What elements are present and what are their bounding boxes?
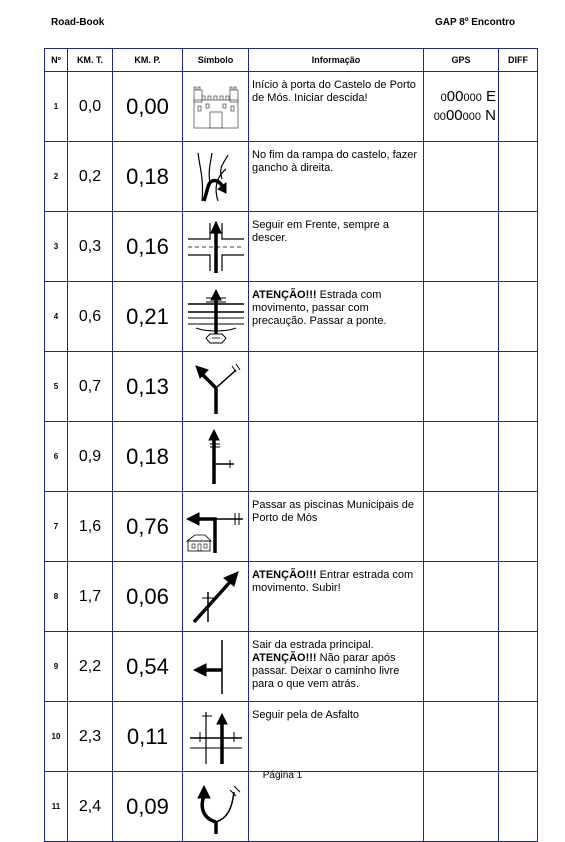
km-partial: 0,11 — [113, 702, 183, 772]
km-partial: 0,00 — [113, 72, 183, 142]
diff-cell — [499, 142, 538, 212]
row-number: 8 — [45, 562, 68, 632]
row-number: 11 — [45, 772, 68, 842]
km-partial: 0,16 — [113, 212, 183, 282]
info-text — [249, 772, 424, 842]
asphalt-junction-icon — [183, 702, 249, 772]
info-text — [249, 422, 424, 492]
gps-cell — [424, 422, 499, 492]
km-total: 0,2 — [68, 142, 113, 212]
row-number: 1 — [45, 72, 68, 142]
diff-cell — [499, 702, 538, 772]
castle-icon — [183, 72, 249, 142]
hairpin-right-icon — [183, 142, 249, 212]
crossroads-straight-icon — [183, 212, 249, 282]
gps-east: 000000 E — [440, 87, 496, 105]
info-text: Sair da estrada principal. ATENÇÃO!!! Não parar após passar. Deixar o caminho livre para o que vem atrás. — [249, 632, 424, 702]
info-text: Seguir pela de Asfalto — [249, 702, 424, 772]
gps-cell — [424, 282, 499, 352]
km-total: 2,3 — [68, 702, 113, 772]
km-total: 0,9 — [68, 422, 113, 492]
km-partial: 0,13 — [113, 352, 183, 422]
table-row — [45, 632, 538, 702]
km-partial: 0,06 — [113, 562, 183, 632]
col-header-km-partial: KM. P. — [113, 49, 183, 72]
km-total: 1,7 — [68, 562, 113, 632]
table-row — [45, 492, 538, 562]
km-partial: 0,18 — [113, 422, 183, 492]
gps-cell — [424, 492, 499, 562]
page-footer: Página 1 — [262, 770, 303, 781]
roadbook-title: Road-Book — [51, 17, 105, 28]
diff-cell — [499, 492, 538, 562]
km-total: 0,7 — [68, 352, 113, 422]
km-total: 0,0 — [68, 72, 113, 142]
row-number: 4 — [45, 282, 68, 352]
table-header-row — [45, 49, 538, 72]
gps-coordinates — [424, 72, 499, 142]
diff-cell — [499, 422, 538, 492]
info-text: ATENÇÃO!!! Estrada com movimento, passar com precaução. Passar a ponte. — [249, 282, 424, 352]
row-number: 6 — [45, 422, 68, 492]
gps-north: 0000000 N — [433, 106, 496, 124]
diff-cell — [499, 72, 538, 142]
straight-junction-icon — [183, 422, 249, 492]
table-row — [45, 352, 538, 422]
km-total: 2,2 — [68, 632, 113, 702]
diff-cell — [499, 632, 538, 702]
km-partial: 0,09 — [113, 772, 183, 842]
col-header-diff: DIFF — [499, 49, 538, 72]
gps-cell — [424, 562, 499, 632]
gps-cell — [424, 212, 499, 282]
table-row — [45, 142, 538, 212]
bridge-straight-icon — [183, 282, 249, 352]
table-row — [45, 422, 538, 492]
diff-cell — [499, 212, 538, 282]
km-total: 0,6 — [68, 282, 113, 352]
row-number: 9 — [45, 632, 68, 702]
event-title: GAP 8º Encontro — [435, 17, 516, 28]
row-number: 7 — [45, 492, 68, 562]
row-number: 5 — [45, 352, 68, 422]
gps-cell — [424, 772, 499, 842]
info-text — [249, 352, 424, 422]
diagonal-right-icon — [183, 562, 249, 632]
km-partial: 0,18 — [113, 142, 183, 212]
diff-cell — [499, 352, 538, 422]
info-text: Início à porta do Castelo de Porto de Mós. Iniciar descida! — [249, 72, 424, 142]
gps-cell — [424, 142, 499, 212]
km-partial: 0,21 — [113, 282, 183, 352]
info-text: Seguir em Frente, sempre a descer. — [249, 212, 424, 282]
row-number: 3 — [45, 212, 68, 282]
km-total: 1,6 — [68, 492, 113, 562]
col-header-info: Informação — [249, 49, 424, 72]
km-total: 2,4 — [68, 772, 113, 842]
diff-cell — [499, 282, 538, 352]
info-text: ATENÇÃO!!! Entrar estrada com movimento. Subir! — [249, 562, 424, 632]
info-text: Passar as piscinas Municipais de Porto de Mós — [249, 492, 424, 562]
col-header-km-total: KM. T. — [68, 49, 113, 72]
roadbook-table — [44, 48, 538, 842]
fork-left-icon — [183, 352, 249, 422]
col-header-symbol: Símbolo — [183, 49, 249, 72]
turn-left-pool-icon — [183, 492, 249, 562]
u-curve-icon — [183, 772, 249, 842]
diff-cell — [499, 772, 538, 842]
table-row — [45, 72, 538, 142]
col-header-gps: GPS — [424, 49, 499, 72]
gps-cell — [424, 702, 499, 772]
col-header-number: Nº — [45, 49, 68, 72]
info-text: No fim da rampa do castelo, fazer gancho à direita. — [249, 142, 424, 212]
gps-cell — [424, 632, 499, 702]
table-row — [45, 562, 538, 632]
row-number: 10 — [45, 702, 68, 772]
table-row — [45, 282, 538, 352]
table-row — [45, 702, 538, 772]
km-partial: 0,76 — [113, 492, 183, 562]
row-number: 2 — [45, 142, 68, 212]
km-total: 0,3 — [68, 212, 113, 282]
km-partial: 0,54 — [113, 632, 183, 702]
table-row — [45, 212, 538, 282]
gps-cell — [424, 352, 499, 422]
turn-left-icon — [183, 632, 249, 702]
table-row — [45, 772, 538, 842]
diff-cell — [499, 562, 538, 632]
